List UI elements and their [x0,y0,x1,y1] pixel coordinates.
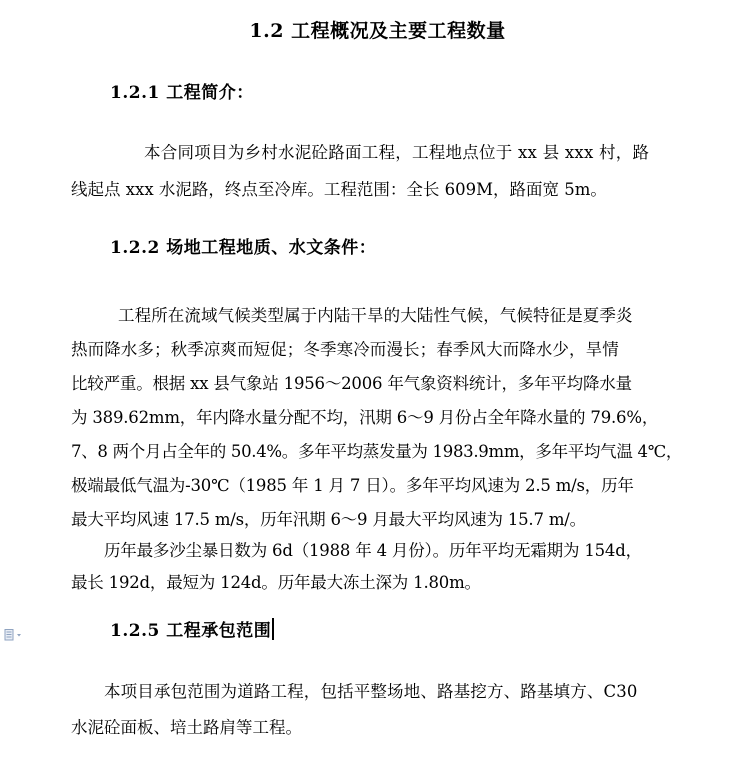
geology-line-9: 最长 192d，最短为 124d。历年最大冻土深为 1.80m。 [71,573,481,592]
scope-line-2: 水泥砼面板、培土路肩等工程。 [71,718,302,737]
text-cursor [272,618,274,640]
scope-heading-text: 1.2.5 工程承包范围 [110,621,272,641]
geology-line-2: 热而降水多；秋季凉爽而短促；冬季寒冷而漫长；春季风大而降水少，旱情 [71,340,619,359]
geology-line-7: 最大平均风速 17.5 m/s，历年汛期 6～9 月最大平均风速为 15.7 m/。 [71,510,586,529]
scope-line-1: 本项目承包范围为道路工程，包括平整场地、路基挖方、路基填方、C30 [104,682,638,701]
section-title: 1.2 工程概况及主要工程数量 [249,20,506,42]
geology-line-6: 极端最低气温为-30℃（1985 年 1 月 7 日）。多年平均风速为 2.5 m/s，历年 [71,476,634,495]
geology-line-8: 历年最多沙尘暴日数为 6d（1988 年 4 月份）。历年平均无霜期为 154d， [104,541,642,560]
heading-contract-scope [110,616,274,641]
paragraph-options-icon-svg [4,629,26,641]
geology-line-4: 为 389.62mm，年内降水量分配不均，汛期 6～9 月份占全年降水量的 79.6%， [71,408,659,427]
intro-line-1: 本合同项目为乡村水泥砼路面工程，工程地点位于 xx 县 xxx 村，路 [144,143,650,162]
geology-line-5: 7、8 两个月占全年的 50.4%。多年平均蒸发量为 1983.9mm，多年平均气温 4℃， [71,442,683,461]
paragraph-options-icon[interactable] [4,626,26,638]
intro-line-2: 线起点 xxx 水泥路，终点至冷库。工程范围：全长 609M，路面宽 5m。 [71,180,607,199]
geology-line-1: 工程所在流域气候类型属于内陆干旱的大陆性气候，气候特征是夏季炎 [118,306,633,325]
geology-line-3: 比较严重。根据 xx 县气象站 1956～2006 年气象资料统计，多年平均降水量 [71,374,632,393]
heading-geology-hydrology: 1.2.2 场地工程地质、水文条件： [110,238,377,258]
heading-project-intro: 1.2.1 工程简介： [110,83,254,103]
